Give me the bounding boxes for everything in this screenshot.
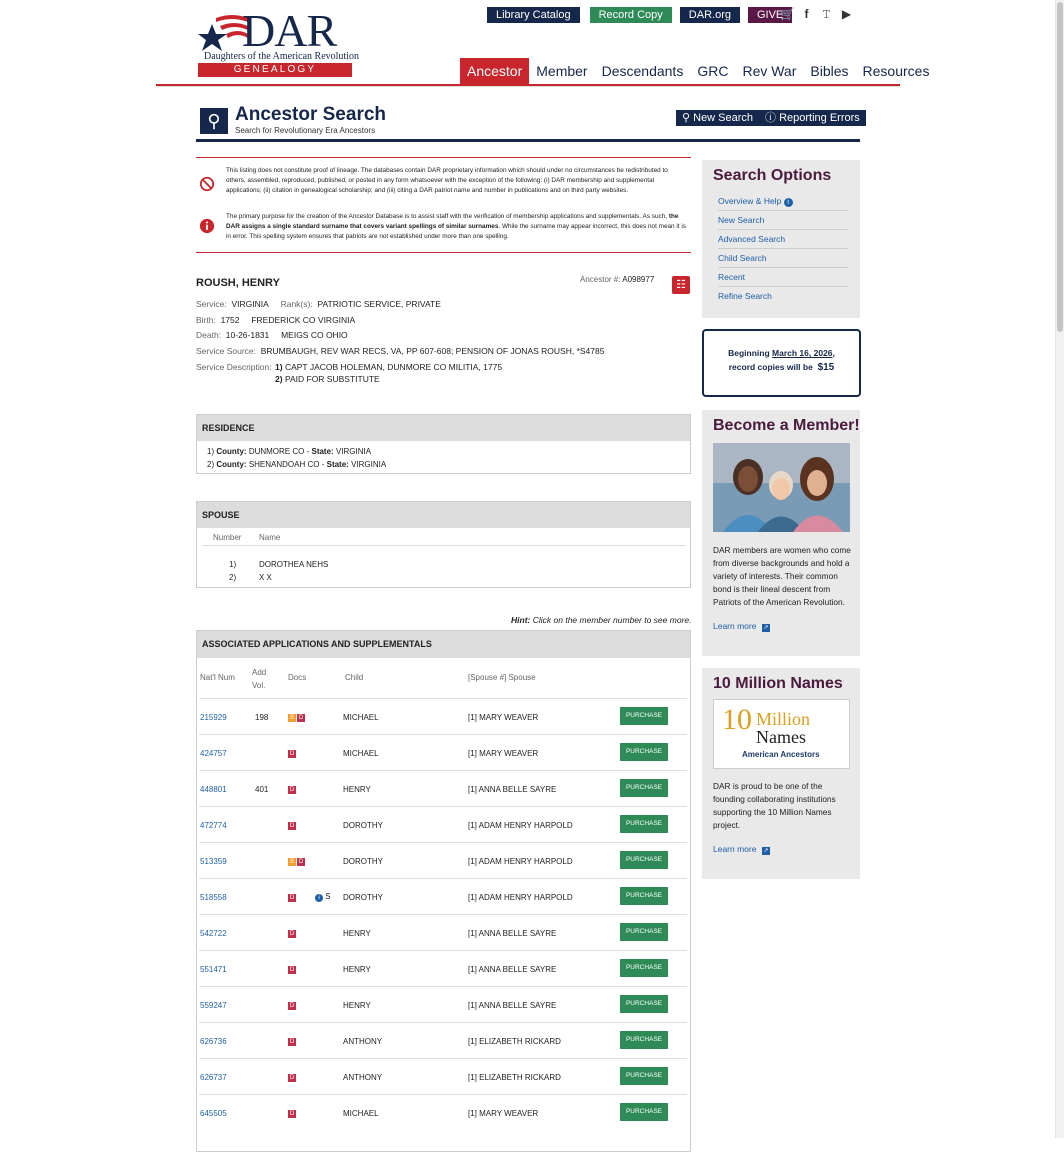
notice-surname bbox=[226, 212, 688, 242]
dar-org-button[interactable]: DAR.org bbox=[680, 7, 740, 23]
twitter-icon[interactable]: 𝚃 bbox=[822, 7, 831, 21]
title-rule bbox=[196, 139, 860, 142]
rank-label: Rank(s): bbox=[280, 299, 313, 309]
record-notice-beginning: Beginning bbox=[728, 348, 773, 358]
spouse-name: [1] MARY WEAVER bbox=[468, 749, 539, 758]
purchase-button[interactable]: PURCHASE bbox=[620, 887, 668, 905]
table-row bbox=[199, 698, 687, 735]
purchase-button[interactable]: PURCHASE bbox=[620, 743, 668, 761]
ancestor-number-label: Ancestor #: bbox=[580, 275, 621, 284]
info-icon: i bbox=[784, 198, 793, 207]
docs bbox=[288, 1000, 297, 1010]
main-nav bbox=[460, 58, 936, 84]
hint-label: Hint: bbox=[511, 615, 531, 625]
doc-badge-d[interactable]: D bbox=[289, 787, 295, 793]
spouse-name: [1] ANNA BELLE SAYRE bbox=[468, 929, 557, 938]
child-name: HENRY bbox=[343, 929, 371, 938]
docs bbox=[288, 928, 297, 938]
docs bbox=[288, 964, 297, 974]
child-name: DOROTHY bbox=[343, 893, 383, 902]
spouse-name: [1] MARY WEAVER bbox=[468, 1109, 539, 1118]
child-name: MICHAEL bbox=[343, 749, 379, 758]
option-child-search[interactable]: Child Search bbox=[718, 249, 848, 268]
purchase-button[interactable]: PURCHASE bbox=[620, 779, 668, 797]
applications-table bbox=[196, 630, 691, 1152]
col-child: Child bbox=[345, 673, 364, 682]
search-options-panel bbox=[702, 160, 860, 318]
spouse-panel bbox=[196, 501, 691, 588]
docs bbox=[288, 748, 297, 758]
natl-num-link[interactable]: 518558 bbox=[200, 893, 227, 902]
docs bbox=[288, 712, 306, 722]
child-name: DOROTHY bbox=[343, 821, 383, 830]
spouse-row-name: DOROTHEA NEHS bbox=[259, 560, 329, 569]
table-row bbox=[199, 950, 687, 987]
docs bbox=[288, 1036, 297, 1046]
member-learn-more-link[interactable] bbox=[713, 621, 770, 632]
header-divider-shadow bbox=[156, 86, 900, 87]
state-label: State: bbox=[311, 447, 334, 456]
purchase-button[interactable]: PURCHASE bbox=[620, 959, 668, 977]
service-line bbox=[196, 299, 441, 309]
doc-badge-d[interactable]: D bbox=[289, 967, 295, 973]
county-value: SHENANDOAH CO bbox=[248, 460, 320, 469]
doc-badge-d[interactable]: D bbox=[289, 1003, 295, 1009]
doc-badge-s[interactable]: S bbox=[289, 715, 294, 721]
cart-icon[interactable]: 🛒 bbox=[780, 7, 795, 21]
social-icons bbox=[780, 8, 853, 21]
table-row bbox=[199, 806, 687, 843]
county-value: DUNMORE CO bbox=[248, 447, 305, 456]
ancestor-number bbox=[580, 275, 654, 284]
description-label: Service Description: bbox=[196, 362, 272, 372]
residence-row: 1) County: DUNMORE CO - State: VIRGINIA bbox=[207, 447, 372, 456]
col-add: Add bbox=[252, 668, 267, 677]
state-value: VIRGINIA bbox=[335, 447, 372, 456]
ten-million-names-panel bbox=[702, 668, 860, 879]
nav-member[interactable]: Member bbox=[536, 63, 588, 79]
become-member-title: Become a Member! bbox=[713, 417, 860, 434]
table-row bbox=[199, 842, 687, 879]
names-learn-more-link[interactable] bbox=[713, 844, 770, 855]
library-catalog-button[interactable]: Library Catalog bbox=[487, 7, 580, 23]
ten-million-names-text: DAR is proud to be one of the founding collaborating institutions supporting the 10 Million Names project. bbox=[713, 781, 836, 830]
description-item-text: CAPT JACOB HOLEMAN, DUNMORE CO MILITIA, 1775 bbox=[284, 362, 503, 372]
child-name: MICHAEL bbox=[343, 1109, 379, 1118]
description-line bbox=[196, 362, 272, 372]
search-options-title: Search Options bbox=[713, 167, 832, 184]
service-label: Service: bbox=[196, 299, 227, 309]
spouse-name: [1] ADAM HENRY HARPOLD bbox=[468, 893, 573, 902]
child-name: ANTHONY bbox=[343, 1037, 383, 1046]
birth-year: 1752 bbox=[220, 315, 240, 325]
purchase-button[interactable]: PURCHASE bbox=[620, 1067, 668, 1085]
table-row bbox=[199, 1058, 687, 1095]
death-line bbox=[196, 330, 348, 340]
natl-num-link[interactable]: 645505 bbox=[200, 1109, 227, 1118]
table-row bbox=[199, 878, 687, 915]
youtube-icon[interactable]: ▶ bbox=[841, 7, 852, 21]
purchase-button[interactable]: PURCHASE bbox=[620, 923, 668, 941]
record-notice-line2 bbox=[704, 362, 859, 373]
ten-million-names-title: 10 Million Names bbox=[713, 675, 843, 692]
scrollbar[interactable] bbox=[1055, 0, 1064, 1138]
option-advanced-search[interactable]: Advanced Search bbox=[718, 230, 848, 249]
residence-title: RESIDENCE bbox=[197, 415, 690, 441]
spouse-name: [1] ADAM HENRY HARPOLD bbox=[468, 821, 573, 830]
record-copy-button[interactable]: Record Copy bbox=[590, 7, 672, 23]
natl-num-link[interactable]: 215929 bbox=[200, 713, 227, 722]
spouse-title: SPOUSE bbox=[197, 502, 690, 528]
state-value: VIRGINIA bbox=[351, 460, 387, 469]
record-copy-price-notice bbox=[702, 329, 861, 397]
purchase-button[interactable]: PURCHASE bbox=[620, 1031, 668, 1049]
external-link-icon: ↗ bbox=[763, 625, 769, 631]
description-item bbox=[275, 362, 502, 372]
natl-num-link[interactable]: 626737 bbox=[200, 1073, 227, 1082]
child-name: DOROTHY bbox=[343, 857, 383, 866]
record-notice-date: March 16, 2026 bbox=[772, 348, 833, 358]
members-photo bbox=[713, 443, 850, 532]
doc-badge-d[interactable]: D bbox=[289, 751, 295, 757]
nav-resources[interactable]: Resources bbox=[862, 63, 930, 79]
new-search-label: New Search bbox=[693, 112, 754, 124]
residence-panel bbox=[196, 414, 691, 474]
logo-subtitle: Daughters of the American Revolution bbox=[204, 51, 359, 62]
become-member-panel bbox=[702, 410, 860, 656]
spouse-row-name: X X bbox=[259, 573, 272, 582]
reporting-errors-label: Reporting Errors bbox=[779, 112, 860, 124]
natl-num-link[interactable]: 551471 bbox=[200, 965, 227, 974]
col-docs: Docs bbox=[288, 673, 307, 682]
state-label: State: bbox=[326, 460, 349, 469]
notices bbox=[196, 157, 691, 253]
record-notice-line1 bbox=[704, 348, 859, 358]
child-name: HENRY bbox=[343, 1001, 371, 1010]
doc-badge-d[interactable]: D bbox=[289, 1039, 295, 1045]
purchase-button[interactable]: PURCHASE bbox=[620, 1103, 668, 1121]
logo-million: Million bbox=[756, 709, 811, 729]
table-row bbox=[199, 986, 687, 1023]
reporting-errors-button[interactable]: ⓘ Reporting Errors bbox=[759, 110, 866, 126]
doc-badge-d[interactable]: D bbox=[298, 715, 304, 721]
col-natl-num: Nat'l Num bbox=[200, 673, 235, 682]
prohibited-icon bbox=[199, 176, 215, 192]
county-label: County: bbox=[216, 460, 247, 469]
col-vol: Vol. bbox=[252, 681, 266, 690]
spouse-name: [1] ANNA BELLE SAYRE bbox=[468, 965, 557, 974]
give-button[interactable]: GIVE bbox=[748, 7, 792, 23]
table-row bbox=[199, 734, 687, 771]
spouse-name: [1] ANNA BELLE SAYRE bbox=[468, 785, 557, 794]
logo-names: Names bbox=[756, 727, 806, 747]
supplemental-info[interactable] bbox=[315, 892, 331, 902]
natl-num-link[interactable]: 626736 bbox=[200, 1037, 227, 1046]
names-learn-more-label: Learn more bbox=[713, 844, 757, 854]
spouse-name: [1] ANNA BELLE SAYRE bbox=[468, 1001, 557, 1010]
new-search-button[interactable]: ⚲ New Search bbox=[676, 110, 759, 126]
child-name: HENRY bbox=[343, 785, 371, 794]
spouse-row-num: 1) bbox=[229, 560, 237, 569]
source-label: Service Source: bbox=[196, 346, 256, 356]
record-notice-text: record copies will be bbox=[728, 362, 813, 372]
logo-ten: 10 bbox=[722, 703, 752, 736]
hint-text: Click on the member number to see more. bbox=[532, 615, 692, 625]
page-subtitle: Search for Revolutionary Era Ancestors bbox=[235, 126, 376, 135]
option-overview-help-label: Overview & Help bbox=[718, 196, 782, 206]
record-notice-comma: , bbox=[832, 348, 835, 358]
option-new-search[interactable]: New Search bbox=[718, 211, 848, 230]
spouse-row-num: 2) bbox=[229, 573, 237, 582]
death-date: 10-26-1831 bbox=[225, 330, 270, 340]
natl-num-link[interactable]: 424757 bbox=[200, 749, 227, 758]
page-title: Ancestor Search bbox=[235, 104, 387, 125]
hint bbox=[511, 615, 691, 625]
external-link-icon: ↗ bbox=[763, 848, 769, 854]
doc-badge-d[interactable]: D bbox=[289, 1075, 295, 1081]
service-value: VIRGINIA bbox=[231, 299, 269, 309]
source-value: BRUMBAUGH, REV WAR RECS, VA, PP 607-608; PENSION OF JONAS ROUSH, *S4785 bbox=[260, 346, 605, 356]
family-tree-icon[interactable]: ☷ bbox=[672, 276, 690, 294]
doc-badge-d[interactable]: D bbox=[289, 1111, 295, 1117]
option-recent[interactable]: Recent bbox=[718, 268, 848, 287]
doc-badge-d[interactable]: D bbox=[298, 859, 304, 865]
natl-num-link[interactable]: 513359 bbox=[200, 857, 227, 866]
nav-ancestor[interactable]: Ancestor bbox=[460, 58, 529, 84]
purchase-button[interactable]: PURCHASE bbox=[620, 851, 668, 869]
search-icon: ⚲ bbox=[200, 108, 228, 134]
source-line bbox=[196, 346, 604, 356]
col-spouse: [Spouse #] Spouse bbox=[468, 673, 536, 682]
notice-surname-b: the DAR assigns a single standard surname that covers variant spellings of similar surnames bbox=[226, 213, 679, 230]
spouse-col-name: Name bbox=[259, 533, 281, 542]
docs bbox=[288, 856, 306, 866]
doc-badge-d[interactable]: D bbox=[289, 823, 295, 829]
residence-row-num: 1) bbox=[207, 447, 215, 456]
description-item-text: PAID FOR SUBSTITUTE bbox=[284, 374, 380, 384]
notice-proprietary: This listing does not constitute proof of lineage. The databases contain DAR proprietary information which should under no circumstances be redistributed to others, assembled, reproduced, published, or posted in any form whatsoever with the exception of the following: (i) DAR membership and supplemental applications; (ii) citation in genealogical scholarship; and (iii) citing a DAR patriot name and number in publications and on third party websites. bbox=[226, 167, 668, 194]
birth-label: Birth: bbox=[196, 315, 216, 325]
table-row bbox=[199, 914, 687, 951]
table-row bbox=[199, 770, 687, 807]
docs bbox=[288, 784, 297, 794]
supplemental-info-label: S bbox=[325, 892, 331, 901]
logo-band: GENEALOGY bbox=[198, 63, 352, 77]
residence-row: 2) County: SHENANDOAH CO - State: VIRGINIA bbox=[207, 460, 387, 469]
description-item-num: 1) bbox=[275, 362, 283, 372]
nav-bibles[interactable]: Bibles bbox=[810, 63, 849, 79]
docs bbox=[288, 1072, 297, 1082]
docs bbox=[288, 892, 297, 902]
ancestor-name: ROUSH, HENRY bbox=[196, 277, 280, 289]
nav-grc[interactable]: GRC bbox=[697, 63, 729, 79]
spouse-divider bbox=[202, 545, 686, 546]
child-name: HENRY bbox=[343, 965, 371, 974]
child-name: ANTHONY bbox=[343, 1073, 383, 1082]
table-row bbox=[199, 1094, 687, 1131]
natl-num-link[interactable]: 472774 bbox=[200, 821, 227, 830]
doc-badge-s[interactable]: S bbox=[289, 859, 294, 865]
table-row bbox=[199, 1022, 687, 1059]
purchase-button[interactable]: PURCHASE bbox=[620, 815, 668, 833]
top-buttons bbox=[487, 7, 795, 23]
county-label: County: bbox=[216, 447, 247, 456]
docs bbox=[288, 820, 297, 830]
logo-american-ancestors: American Ancestors bbox=[742, 750, 820, 759]
purchase-button[interactable]: PURCHASE bbox=[620, 995, 668, 1013]
become-member-text: DAR members are women who come from diverse backgrounds and hold a variety of interests. Their common bond is their lineal descent from Patriots of the American Revolution. bbox=[713, 545, 851, 607]
spouse-name: [1] ELIZABETH RICKARD bbox=[468, 1073, 561, 1082]
facebook-icon[interactable]: f bbox=[804, 7, 809, 21]
notice-surname-a: The primary purpose for the creation of the Ancestor Database is to assist staff with the verification of membership applications and supplementals. As such, bbox=[226, 213, 669, 220]
option-overview-help[interactable] bbox=[718, 192, 848, 211]
rank-value: PATRIOTIC SERVICE, PRIVATE bbox=[317, 299, 441, 309]
member-learn-more-label: Learn more bbox=[713, 621, 757, 631]
info-icon: i bbox=[315, 894, 323, 902]
docs bbox=[288, 1108, 297, 1118]
spouse-name: [1] ELIZABETH RICKARD bbox=[468, 1037, 561, 1046]
natl-num-link[interactable]: 559247 bbox=[200, 1001, 227, 1010]
ancestor-number-value: A098977 bbox=[622, 275, 655, 284]
purchase-button[interactable]: PURCHASE bbox=[620, 707, 668, 725]
nav-descendants[interactable]: Descendants bbox=[601, 63, 684, 79]
spouse-name: [1] MARY WEAVER bbox=[468, 713, 539, 722]
birth-place: FREDERICK CO VIRGINIA bbox=[251, 315, 356, 325]
ten-million-names-logo[interactable] bbox=[713, 699, 850, 769]
spouse-col-number: Number bbox=[213, 533, 242, 542]
natl-num-link[interactable]: 542722 bbox=[200, 929, 227, 938]
description-item bbox=[275, 374, 380, 384]
option-refine-search[interactable]: Refine Search bbox=[718, 291, 772, 301]
nav-rev-war[interactable]: Rev War bbox=[742, 63, 797, 79]
applications-title: ASSOCIATED APPLICATIONS AND SUPPLEMENTALS bbox=[197, 631, 690, 658]
description-item-num: 2) bbox=[275, 374, 283, 384]
birth-line bbox=[196, 315, 355, 325]
death-place: MEIGS CO OHIO bbox=[281, 330, 348, 340]
add-vol: 198 bbox=[255, 713, 269, 722]
death-label: Death: bbox=[196, 330, 222, 340]
doc-badge-d[interactable]: D bbox=[289, 931, 295, 937]
logo-dar: DAR bbox=[242, 5, 337, 56]
record-notice-price: $15 bbox=[817, 362, 835, 373]
info-icon bbox=[199, 218, 215, 234]
residence-row-num: 2) bbox=[207, 460, 215, 469]
spouse-name: [1] ADAM HENRY HARPOLD bbox=[468, 857, 573, 866]
add-vol: 401 bbox=[255, 785, 269, 794]
notice-surname-c: . While the surname may appear incorrect, this does not mean it is in error. This spelling system ensures that patriots are not established under more than one spelling. bbox=[226, 223, 686, 240]
natl-num-link[interactable]: 448801 bbox=[200, 785, 227, 794]
dar-logo[interactable] bbox=[198, 5, 359, 78]
child-name: MICHAEL bbox=[343, 713, 379, 722]
doc-badge-d[interactable]: D bbox=[289, 895, 295, 901]
scrollbar-thumb[interactable] bbox=[1057, 2, 1063, 332]
